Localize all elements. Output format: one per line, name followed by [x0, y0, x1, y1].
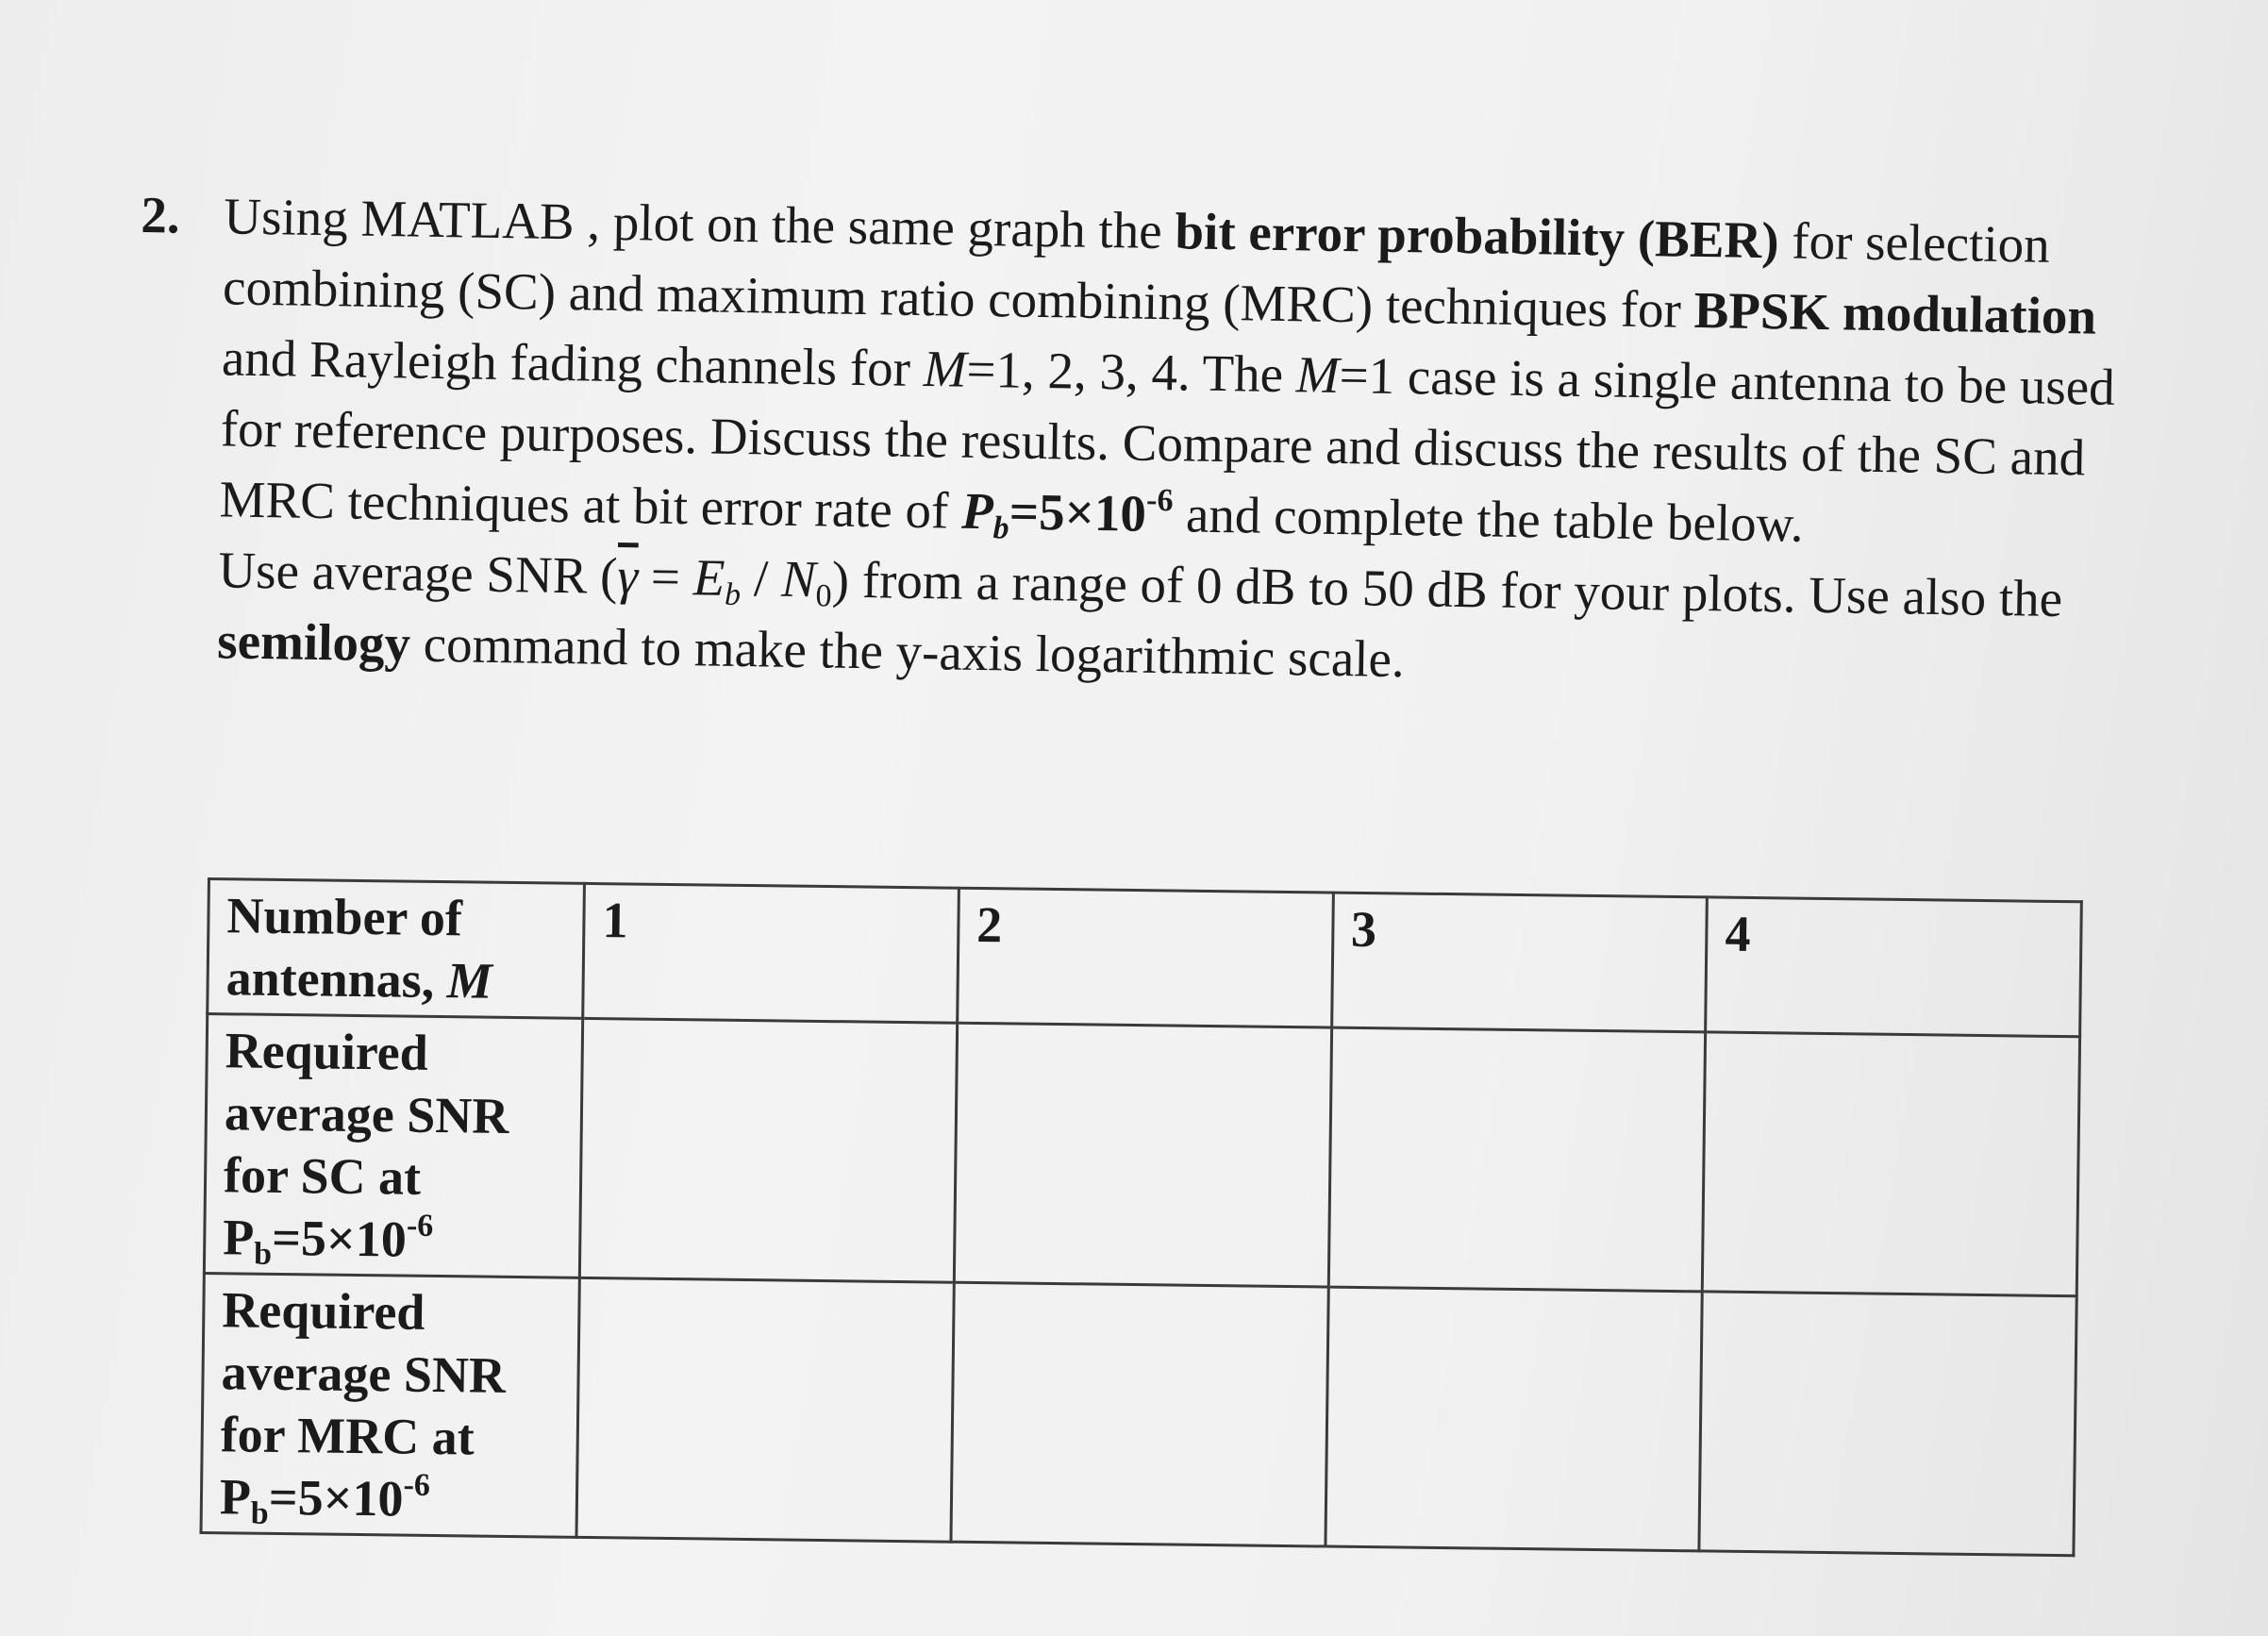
superscript: -6	[406, 1208, 434, 1244]
text-run: combining (SC) and maximum ratio combining (MRC) techniques for	[222, 258, 1695, 339]
table-cell-mrc-3[interactable]	[1325, 1287, 1702, 1551]
bold-run: semilogy	[216, 611, 411, 673]
subscript: b	[992, 510, 1009, 546]
text-run: command to make the y-axis logarithmic scale.	[409, 614, 1406, 689]
subscript: b	[724, 576, 742, 613]
column-header-1: 1	[583, 883, 959, 1023]
table-row	[204, 1014, 2079, 1296]
text-run: for selection	[1778, 211, 2051, 274]
text-run: for reference purposes. Discuss the results. Compare and discuss the results of the SC and	[220, 399, 2086, 487]
header-text: Required	[222, 1281, 425, 1341]
column-header-3: 3	[1331, 893, 1707, 1032]
text-run: /	[740, 549, 782, 608]
subscript: 0	[815, 578, 832, 614]
header-text: antennas,	[225, 949, 448, 1010]
subscript: b	[253, 1236, 273, 1272]
header-text: average SNR	[224, 1084, 509, 1144]
text-run: and complete the table below.	[1172, 485, 1805, 553]
row-header-antennas	[208, 879, 585, 1019]
row-header-sc	[204, 1014, 582, 1278]
question-text	[217, 180, 2160, 706]
table-cell-sc-4[interactable]	[1702, 1032, 2079, 1296]
bold-run: bit error probability (BER)	[1175, 202, 1780, 270]
subscript: b	[250, 1495, 269, 1531]
italic-run: M	[923, 340, 968, 398]
column-header-2: 2	[957, 888, 1332, 1027]
italic-run: M	[1295, 345, 1341, 404]
bold-italic-run: P	[960, 481, 994, 541]
header-text: average SNR	[221, 1344, 507, 1404]
italic-run: N	[780, 549, 817, 609]
bold-run: BPSK modulation	[1693, 280, 2097, 345]
answer-table	[199, 877, 2082, 1557]
text-run: and Rayleigh fading channels for	[221, 328, 925, 398]
text-run: Use average SNR (	[218, 541, 618, 605]
header-text: =5×10	[271, 1209, 408, 1268]
text-run: =1, 2, 3, 4. The	[966, 340, 1297, 404]
table-cell-sc-3[interactable]	[1328, 1027, 1706, 1292]
superscript: -6	[1145, 482, 1174, 519]
table-cell-sc-2[interactable]	[954, 1023, 1331, 1287]
header-text: Required	[225, 1022, 429, 1081]
gamma-symbol: $\overline{\gamma}$	[617, 546, 639, 606]
header-text: Number of	[226, 887, 463, 947]
header-text: P	[222, 1209, 255, 1266]
italic-run: E	[692, 548, 725, 607]
text-run: MRC techniques at bit error rate of	[219, 470, 962, 540]
question-number: 2.	[140, 185, 181, 244]
text-run: =1 case is a single antenna to be used	[1339, 345, 2116, 416]
table-row	[208, 879, 2082, 1037]
text-run: ) from a range of 0 dB to 50 dB for your plots. Use also the	[831, 550, 2063, 628]
table-cell-mrc-4[interactable]	[1699, 1292, 2076, 1556]
header-text: P	[219, 1468, 252, 1526]
column-header-4: 4	[1706, 897, 2081, 1037]
header-text: M	[446, 952, 493, 1010]
table-row	[201, 1273, 2076, 1555]
superscript: -6	[403, 1467, 431, 1503]
table-cell-mrc-2[interactable]	[951, 1282, 1328, 1546]
bold-run: =5×10	[1009, 482, 1147, 543]
header-text: for MRC at	[220, 1406, 475, 1466]
table-cell-sc-1[interactable]	[579, 1018, 957, 1282]
row-header-mrc	[201, 1273, 579, 1537]
header-text: =5×10	[268, 1468, 404, 1527]
text-run: =	[637, 547, 694, 607]
table-cell-mrc-1[interactable]	[576, 1277, 954, 1542]
question-block	[134, 179, 2160, 707]
text-run: Using MATLAB , plot on the same graph the	[223, 187, 1176, 260]
header-text: for SC at	[223, 1146, 422, 1206]
